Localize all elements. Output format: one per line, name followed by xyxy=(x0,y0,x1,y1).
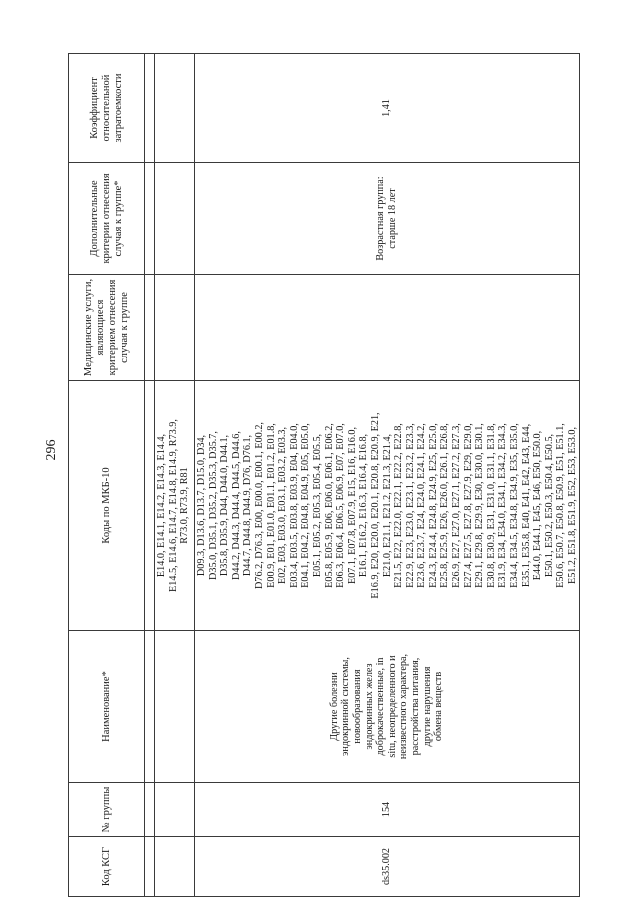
icd-line: E24.3, E24.4, E24.8, E24.9, E25, E25.0, xyxy=(427,423,439,588)
cell-coefficient xyxy=(155,54,195,163)
header-name: Наименование* xyxy=(69,631,145,783)
name-line: обмена веществ xyxy=(433,671,445,742)
cell-group-no: 154 xyxy=(195,783,580,837)
icd-line: E34.4, E34.5, E34.8, E34.9, E35, E35.0, xyxy=(509,423,521,588)
icd-line: D35.8, D35.9, D44, D44.0, D44.1, xyxy=(219,434,231,577)
icd-line: E30.8, E30.9, E31, E31.0, E31.1, E31.8, xyxy=(485,423,497,588)
header-coefficient: Коэффициент относительной затратоемкости xyxy=(69,54,145,163)
cell-ksg-code xyxy=(155,837,195,897)
icd-line: E44.0, E44.1, E45, E46, E50, E50.0, xyxy=(532,430,544,581)
criteria-line: старше 18 лет xyxy=(386,188,398,249)
icd-line: E27.4, E27.5, E27.8, E27.9, E29, E29.0, xyxy=(462,423,474,588)
icd-line: E05.8, E05.9, E06, E06.0, E06.1, E06.2, xyxy=(323,423,335,588)
icd-line: E29.1, E29.8, E29.9, E30, E30.0, E30.1, xyxy=(474,423,486,588)
icd-line: E07.1, E07.8, E07.9, E15, E16, E16.0, xyxy=(346,426,358,585)
cell-name xyxy=(155,631,195,783)
name-line: другие нарушения xyxy=(421,666,433,747)
icd-line: E00.9, E01, E01.0, E01.1, E01.2, E01.8, xyxy=(265,423,277,588)
icd-line: E25.8, E25.9, E26, E26.0, E26.1, E26.8, xyxy=(439,423,451,588)
cell-extra-criteria xyxy=(195,163,580,275)
ksg-table xyxy=(68,53,580,897)
icd-line: E16.1, E16.2, E16.3, E16.4, E16.8, xyxy=(358,433,370,578)
name-line: расстройства питания, xyxy=(409,657,421,756)
icd-line: E23.6, E23.7, E24, E24.0, E24.1, E24.2, xyxy=(416,423,428,588)
icd-line: E14.0, E14.1, E14.2, E14.3, E14.4, xyxy=(156,433,167,578)
cell-coefficient: 1,41 xyxy=(195,54,580,163)
icd-line: D09.3, D13.6, D13.7, D15.0, D34, xyxy=(196,434,207,577)
name-line: эндокринных желез xyxy=(363,663,375,750)
cell-name xyxy=(195,631,580,783)
cell-services xyxy=(195,275,580,381)
icd-line: E26.9, E27, E27.0, E27.1, E27.2, E27.3, xyxy=(451,423,463,588)
icd-line: E04.1, E04.2, E04.8, E04.9, E05, E05.0, xyxy=(300,423,312,588)
header-ksg-code: Код КСГ xyxy=(69,837,145,897)
name-line: situ, неопределенного и xyxy=(386,655,398,758)
header-row xyxy=(69,54,145,897)
name-line: Другие болезни xyxy=(328,672,340,741)
icd-line: E05.1, E05.2, E05.3, E05.4, E05.5, xyxy=(311,433,323,578)
icd-line: D76.2, D76.3, E00, E00.0, E00.1, E00.2, xyxy=(253,422,265,589)
header-extra-criteria: Дополнительные критерии отнесения случая к группе* xyxy=(69,163,145,275)
icd-line: E02, E03, E03.0, E03.1, E03.2, E03.3, xyxy=(277,426,289,585)
icd-line: E21.0, E21.1, E21.2, E21.3, E21.4, xyxy=(381,433,393,578)
icd-line: E14.5, E14.6, E14.7, E14.8, E14.9, R73.9, xyxy=(167,419,179,592)
icd-line: E50.1, E50.2, E50.3, E50.4, E50.5, xyxy=(543,433,555,578)
name-line: новообразования xyxy=(352,669,364,744)
icd-line: E06.3, E06.4, E06.5, E06.9, E07, E07.0, xyxy=(335,423,347,588)
header-group-no: № группы xyxy=(69,783,145,837)
page-number: 296 xyxy=(44,439,59,461)
icd-line: E16.9, E20, E20.0, E20.1, E20.8, E20.9, E21, xyxy=(369,412,381,599)
icd-line: E21.5, E22, E22.0, E22.1, E22.2, E22.8, xyxy=(393,423,405,588)
cell-ksg-code: ds35.002 xyxy=(195,837,580,897)
cell-extra-criteria xyxy=(155,163,195,275)
icd-line: D44.2, D44.3, D44.4, D44.5, D44.6, xyxy=(230,431,242,580)
icd-line: E51.2, E51.8, E51.9, E52, E53, E53.0, xyxy=(567,426,578,585)
spacer-row xyxy=(145,54,155,897)
cell-icd-codes xyxy=(155,381,195,631)
icd-line: D35.0, D35.1, D35.2, D35.3, D35.7, xyxy=(207,431,219,580)
icd-line: E03.4, E03.5, E03.8, E03.9, E04, E04.0, xyxy=(288,423,300,588)
icd-line: E22.9, E23, E23.0, E23.1, E23.2, E23.3, xyxy=(404,423,416,588)
icd-line: D44.7, D44.8, D44.9, D76, D76.1, xyxy=(242,434,254,577)
name-line: доброкачественные, in xyxy=(375,657,387,756)
icd-line: E35.1, E35.8, E40, E41, E42, E43, E44, xyxy=(520,423,532,588)
icd-line: E50.6, E50.7, E50.8, E50.9, E51, E51.1, xyxy=(555,423,567,588)
criteria-line: Возрастная группа: xyxy=(375,176,387,261)
name-line: неизвестного характера, xyxy=(398,653,410,760)
cell-icd-codes xyxy=(195,381,580,631)
icd-line: E31.9, E34, E34.0, E34.1, E34.2, E34.3, xyxy=(497,423,509,588)
icd-line: R73.0, R73.9, R81 xyxy=(179,467,191,544)
cell-services xyxy=(155,275,195,381)
header-icd-codes: Коды по МКБ-10 xyxy=(69,381,145,631)
table-row-previous xyxy=(155,54,195,897)
name-line: эндокринной системы, xyxy=(340,657,352,756)
table-row xyxy=(195,54,580,897)
header-services: Медицинские услуги, являющиеся критерием отнесения случая к группе xyxy=(69,275,145,381)
cell-group-no xyxy=(155,783,195,837)
